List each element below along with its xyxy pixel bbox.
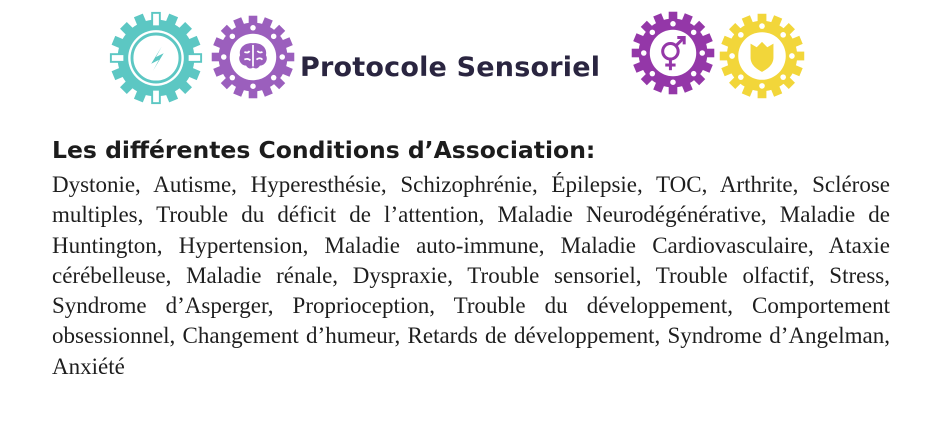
compass-gear-icon	[108, 10, 204, 106]
shield-gear-icon	[718, 12, 806, 100]
header	[0, 0, 925, 115]
page-title: Protocole Sensoriel	[300, 52, 601, 83]
section-heading: Les différentes Conditions d’Association:	[52, 136, 596, 164]
brain-gear-icon	[210, 14, 296, 100]
conditions-paragraph: Dystonie, Autisme, Hyperesthésie, Schizophrénie, Épilepsie, TOC, Arthrite, Sclérose multiples, Trouble du déficit de l’attention, Maladie Neurodégénérative, Maladie de Huntington, Hypertension, Maladie auto-immune, Maladie Cardiovasculaire, Ataxie cérébelleuse, Maladie rénale, Dyspraxie, Trouble sensoriel, Trouble olfactif, Stress, Syndrome d’Asperger, Proprioception, Trouble du développement, Comportement obsessionnel, Changement d’humeur, Retards de développement, Syndrome d’Angelman, Anxiété	[52, 172, 890, 379]
gender-gear-icon	[630, 10, 716, 96]
